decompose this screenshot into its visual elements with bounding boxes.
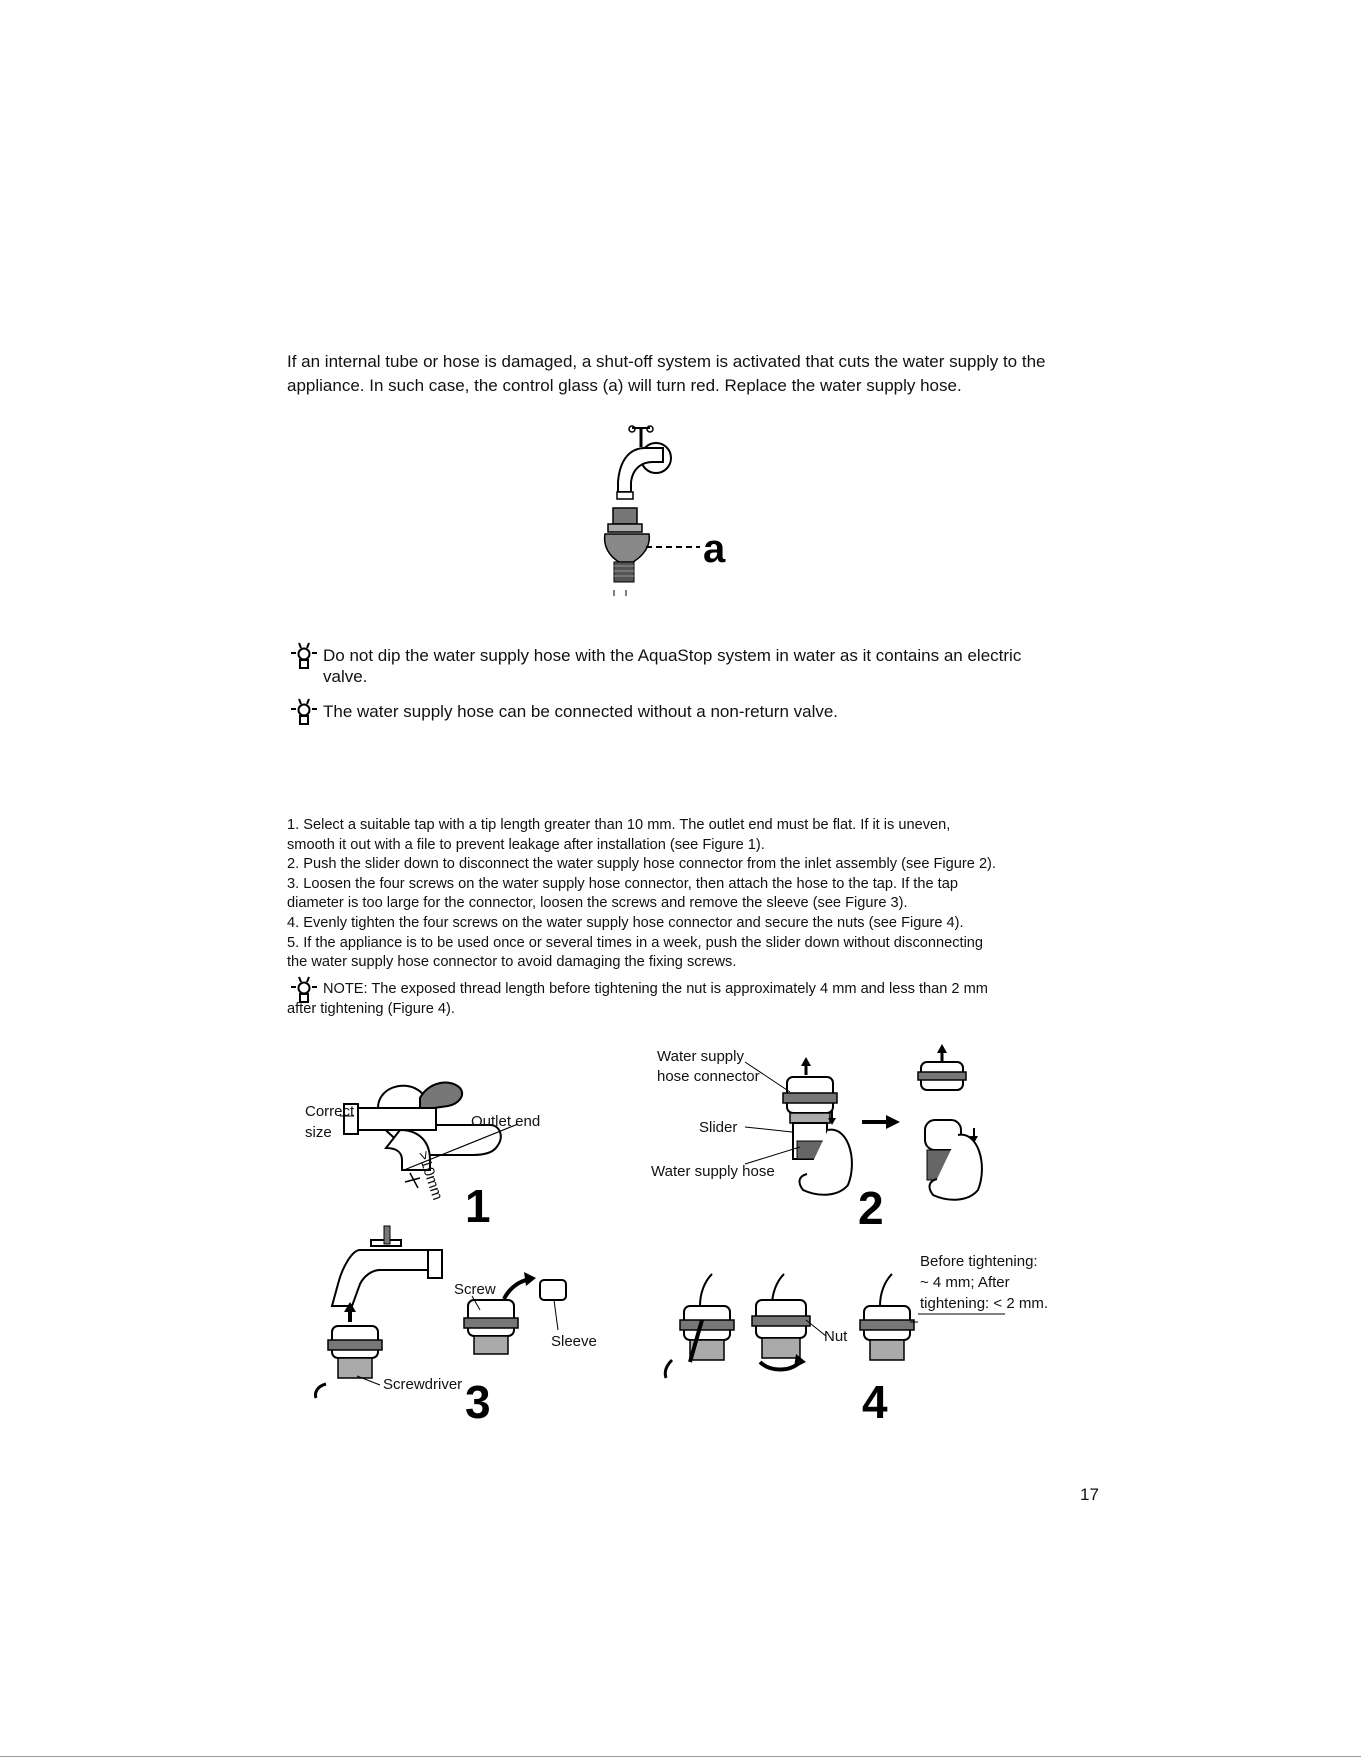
label-correct-size-1: Correct [305,1103,355,1120]
intro-line-1: If an internal tube or hose is damaged, a shut-off system is activated that cuts the water supply to the [287,352,1046,371]
tip-aquastop-line-2: valve. [323,667,368,686]
label-sleeve: Sleeve [551,1333,597,1350]
label-hose-connector-2: hose connector [657,1068,760,1085]
label-slider: Slider [699,1119,738,1136]
step-line: diameter is too large for the connector, loosen the screws and remove the sleeve (see Figure 3). [287,895,908,912]
label-before-tightening-3: tightening: < 2 mm. [920,1295,1048,1312]
figure-3 [315,1226,596,1428]
step-line: smooth it out with a file to prevent leakage after installation (see Figure 1). [287,836,765,853]
label-a: a [703,527,726,571]
step-line: the water supply hose connector to avoid damaging the fixing screws. [287,954,737,971]
label-water-supply-hose: Water supply hose [651,1163,775,1180]
figure-number-3: 3 [465,1376,491,1428]
label-hose-connector-1: Water supply [657,1048,744,1065]
note-line-1: NOTE: The exposed thread length before tightening the nut is approximately 4 mm and less than 2 mm [323,981,988,997]
label-dimension: >10mm [414,1148,446,1203]
label-screw: Screw [454,1281,496,1298]
step-line: 4. Evenly tighten the four screws on the water supply hose connector and secure the nuts (see Figure 4). [287,914,964,931]
figure-2 [651,1044,982,1234]
aquastop-tap-figure [605,426,726,596]
note-line-2: after tightening (Figure 4). [287,1000,455,1017]
step-line: 5. If the appliance is to be used once or several times in a week, push the slider down without disconnecting [287,934,984,951]
step-line: 1. Select a suitable tap with a tip length greater than 10 mm. The outlet end must be flat. If it is uneven, [287,817,951,833]
figure-4 [665,1253,1048,1428]
page-number: 17 [1080,1485,1099,1504]
step-line: 2. Push the slider down to disconnect the water supply hose connector from the inlet assembly (see Figure 2). [287,856,996,873]
figure-number-4: 4 [862,1376,888,1428]
figure-1 [305,1083,540,1232]
tip-non-return-text: The water supply hose can be connected without a non-return valve. [323,702,839,721]
label-nut: Nut [824,1328,848,1345]
label-correct-size-2: size [305,1124,332,1141]
label-before-tightening-1: Before tightening: [920,1253,1038,1270]
label-outlet-end: Outlet end [471,1113,541,1130]
step-line: 3. Loosen the four screws on the water supply hose connector, then attach the hose to the tap. If the tap [287,875,958,892]
tip-aquastop-line-1: Do not dip the water supply hose with the AquaStop system in water as it contains an electric [323,646,1022,665]
figure-number-1: 1 [465,1180,491,1232]
divider [0,1756,1361,1757]
label-screwdriver: Screwdriver [383,1376,463,1393]
label-before-tightening-2: ~ 4 mm; After [920,1274,1010,1291]
figure-number-2: 2 [858,1182,884,1234]
intro-line-2: appliance. In such case, the control glass (a) will turn red. Replace the water supply hose. [287,376,962,395]
